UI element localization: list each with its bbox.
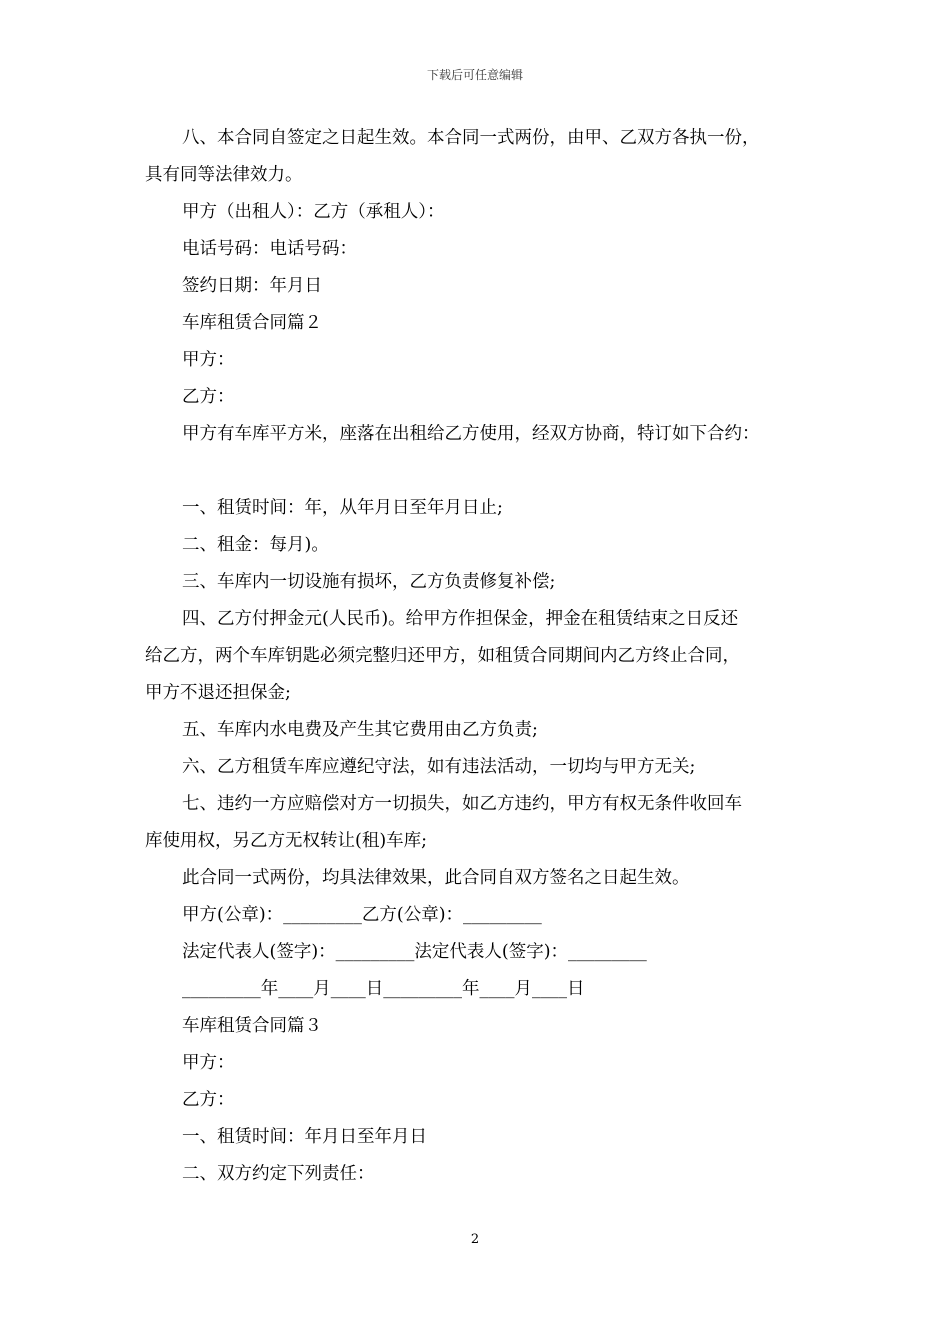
blank-line [145,453,825,490]
paragraph-line: 乙方： [182,1090,235,1110]
paragraph-line: 签约日期：年月日 [182,276,322,296]
paragraph-line: 法定代表人(签字)：_________法定代表人(签字)：_________ [182,942,647,962]
paragraph-line: 此合同一式两份，均具法律效果，此合同自双方签名之日起生效。 [182,868,690,888]
paragraph-line: 五、车库内水电费及产生其它费用由乙方负责; [182,720,538,740]
paragraph-line: 三、车库内一切设施有损坏，乙方负责修复补偿; [182,572,556,592]
paragraph-line: 二、租金：每月)。 [182,535,329,555]
paragraph-line: 具有同等法律效力。 [145,165,303,185]
paragraph-line: 车库租赁合同篇３ [182,1016,322,1036]
document-body [145,120,825,1193]
paragraph-line: 甲方： [182,1053,235,1073]
paragraph-line: 甲方不退还担保金; [145,683,291,703]
paragraph-line: 给乙方，两个车库钥匙必须完整归还甲方，如租赁合同期间内乙方终止合同， [145,646,740,666]
paragraph-line: 甲方： [182,350,235,370]
paragraph-line: 一、租赁时间：年月日至年月日 [182,1127,427,1147]
paragraph-line: 电话号码：电话号码： [182,239,357,259]
paragraph-line: 乙方： [182,387,235,407]
page-header: 下载后可任意编辑 [426,68,523,82]
paragraph-line: 库使用权，另乙方无权转让(租)车库; [145,831,428,851]
paragraph-line: 甲方有车库平方米，座落在出租给乙方使用，经双方协商，特订如下合约： [182,424,760,444]
paragraph-line: 七、违约一方应赔偿对方一切损失，如乙方违约，甲方有权无条件收回车 [182,794,742,814]
paragraph-line: _________年____月____日_________年____月____日 [182,979,585,999]
page-number: 2 [470,1232,480,1247]
paragraph-line: 四、乙方付押金元(人民币)。给甲方作担保金，押金在租赁结束之日反还 [182,609,739,629]
paragraph-line: 车库租赁合同篇２ [182,313,322,333]
paragraph-line: 二、双方约定下列责任： [182,1164,375,1184]
paragraph-line: 甲方(公章)：_________乙方(公章)：_________ [182,905,542,925]
paragraph-line: 六、乙方租赁车库应遵纪守法，如有违法活动，一切均与甲方无关; [182,757,696,777]
paragraph-line: 八、本合同自签定之日起生效。本合同一式两份，由甲、乙双方各执一份， [182,128,760,148]
paragraph-line: 一、租赁时间：年，从年月日至年月日止; [182,498,503,518]
paragraph-line: 甲方（出租人）：乙方（承租人）： [182,202,445,222]
